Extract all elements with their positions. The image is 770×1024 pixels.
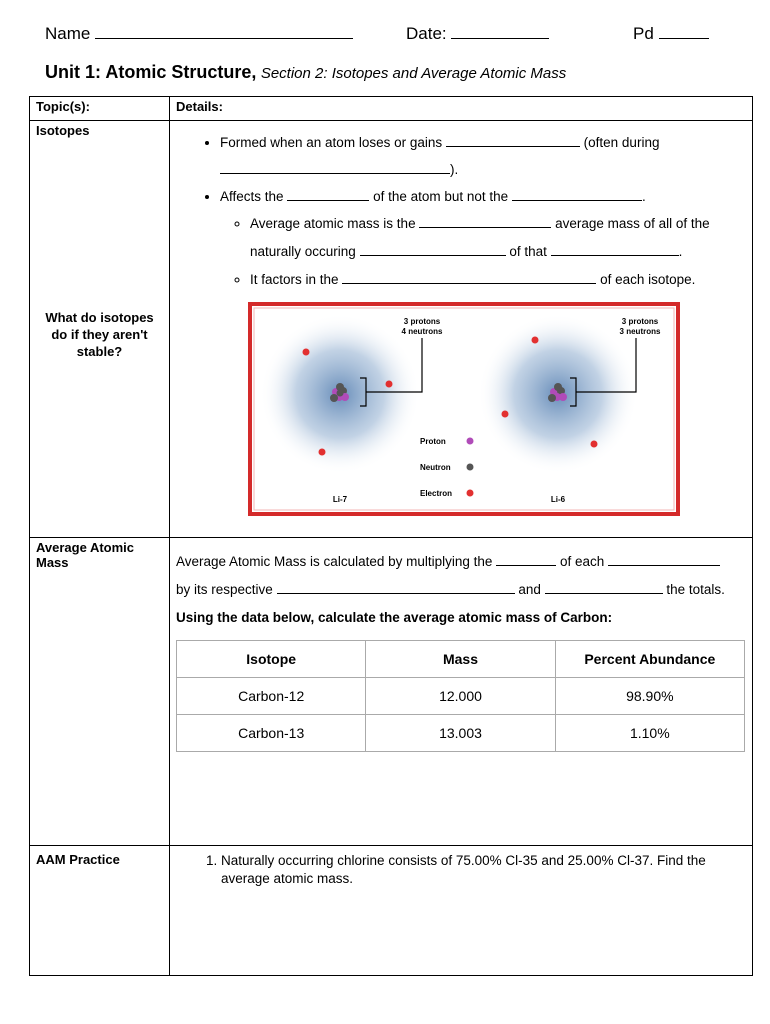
- aam-details-cell: [170, 538, 753, 846]
- legend-neutron: Neutron: [420, 463, 451, 472]
- aam-topic-cell: [30, 538, 170, 846]
- table-row: Carbon-13 13.003 1.10%: [177, 715, 745, 752]
- blank-element[interactable]: [551, 243, 679, 256]
- aam-instruction: Using the data below, calculate the average atomic mass of Carbon:: [176, 610, 613, 625]
- aam-topic: Average Atomic Mass: [36, 540, 135, 570]
- isotopes-details-cell: [170, 121, 753, 538]
- col-percent: Percent Abundance: [555, 641, 744, 678]
- bullet-formed: • Formed when an atom loses or gains (often during ).: [220, 129, 746, 183]
- blank-gains[interactable]: [446, 134, 580, 147]
- date-label: Date:: [406, 24, 447, 43]
- diagram-svg: [248, 302, 680, 516]
- unit-title: Unit 1: Atomic Structure,: [45, 62, 257, 82]
- isotopes-topic-cell: [30, 121, 170, 538]
- period-field: [633, 24, 709, 44]
- bullet-affects: • Affects the of the atom but not the . ◦ Average atomic mass is the average mass of all of the naturally occuring of that . ◦ It factors in the of each isotope.: [220, 183, 746, 294]
- li6-neutrons: 3 neutrons: [619, 327, 661, 336]
- header-row: [30, 97, 753, 121]
- blank-abundance[interactable]: [342, 271, 596, 284]
- col-isotope: Isotope: [177, 641, 366, 678]
- li7-label: Li-7: [332, 495, 348, 504]
- blank-isotopes[interactable]: [360, 243, 506, 256]
- blank-during[interactable]: [220, 161, 450, 174]
- details-column-header: Details:: [170, 97, 753, 121]
- pd-blank[interactable]: [659, 26, 709, 39]
- section-subtitle: Section 2: Isotopes and Average Atomic Mass: [260, 65, 567, 82]
- blank-abundance-aam[interactable]: [277, 581, 515, 594]
- topic-column-header: Topic(s):: [30, 97, 170, 121]
- li7-electron-1: [303, 349, 310, 356]
- table-row: Carbon-12 12.000 98.90%: [177, 678, 745, 715]
- blank-add[interactable]: [545, 581, 663, 594]
- practice-row: [30, 846, 753, 976]
- legend-proton: Proton: [420, 437, 446, 446]
- li6-electron-1: [532, 337, 539, 344]
- blank-weighted[interactable]: [419, 215, 551, 228]
- practice-list: [176, 852, 746, 888]
- isotopes-bullets: [176, 129, 746, 294]
- page-title: [45, 62, 566, 83]
- li6-electron-3: [591, 441, 598, 448]
- practice-topic: AAM Practice: [36, 852, 120, 867]
- date-blank[interactable]: [451, 26, 549, 39]
- aam-sentence: Average Atomic Mass is calculated by multiplying the of each by its respective and the totals.: [176, 554, 725, 597]
- date-field: [406, 24, 549, 44]
- isotopes-topic: Isotopes: [36, 123, 90, 138]
- legend-electron: Electron: [420, 489, 453, 498]
- blank-isotope[interactable]: [608, 553, 720, 566]
- li7-electron-3: [319, 449, 326, 456]
- sub-bullet-average: ◦ Average atomic mass is the average mass of all of the naturally occuring of that .: [250, 210, 746, 266]
- col-mass: Mass: [366, 641, 555, 678]
- blank-mass[interactable]: [496, 553, 556, 566]
- carbon-table-header: [177, 641, 745, 678]
- lithium-isotope-diagram: [248, 302, 680, 516]
- li6-electron-2: [502, 411, 509, 418]
- isotopes-row: [30, 121, 753, 538]
- practice-question-1: 1. Naturally occurring chlorine consists of 75.00% Cl-35 and 25.00% Cl-37. Find the average atomic mass.: [221, 852, 746, 888]
- name-blank[interactable]: [95, 26, 353, 39]
- blank-not[interactable]: [512, 188, 642, 201]
- carbon-data-table: [176, 640, 745, 752]
- li7-protons: 3 protons: [403, 317, 441, 326]
- sub-bullets: [220, 210, 746, 294]
- name-label: Name: [45, 24, 91, 43]
- legend-neutron-dot: [467, 464, 474, 471]
- li6-protons: 3 protons: [621, 317, 659, 326]
- li7-electron-2: [386, 381, 393, 388]
- practice-details-cell: [170, 846, 753, 976]
- li6-label: Li-6: [550, 495, 566, 504]
- sub-bullet-factors: ◦ It factors in the of each isotope.: [250, 266, 746, 294]
- blank-affects[interactable]: [287, 188, 369, 201]
- legend-proton-dot: [467, 438, 474, 445]
- li7-neutrons: 4 neutrons: [401, 327, 443, 336]
- isotopes-question: What do isotopes do if they aren't stable?: [45, 310, 154, 359]
- practice-topic-cell: [30, 846, 170, 976]
- notes-table: [29, 96, 753, 976]
- name-field: [45, 24, 353, 44]
- pd-label: Pd: [633, 24, 654, 43]
- aam-row: [30, 538, 753, 846]
- legend-electron-dot: [467, 490, 474, 497]
